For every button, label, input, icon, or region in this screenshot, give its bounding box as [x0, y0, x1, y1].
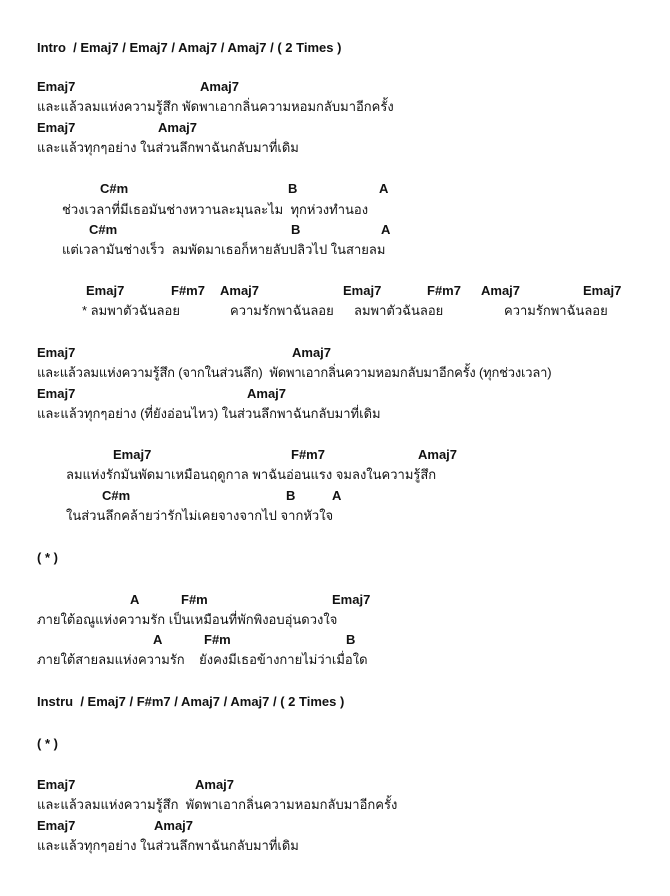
lyric-line: และแล้วทุกๆอย่าง ในส่วนลึกพาฉันกลับมาที่เดิม: [37, 140, 299, 155]
lyric-line: ภายใต้สายลมแห่งความรัก ยังคงมีเธอข้างกายไม่ว่าเมื่อใด: [37, 652, 368, 667]
lyric-line: และแล้วลมแห่งความรู้สึก พัดพาเอากลิ่นความหอมกลับมาอีกครั้ง: [37, 99, 394, 114]
chord: Amaj7: [418, 447, 458, 462]
lyric-line: ลมแห่งรักมันพัดมาเหมือนฤดูกาล พาฉันอ่อนแรง จมลงในความรู้สึก: [66, 467, 437, 482]
chord: Emaj7: [37, 345, 76, 360]
chord: B: [346, 632, 356, 647]
chord: A: [153, 632, 163, 647]
chord: Amaj7: [247, 386, 287, 401]
chorus-repeat: ( * ): [37, 550, 58, 565]
chord: F#m7: [171, 283, 205, 298]
lyric-segment: * ลมพาตัวฉันลอย: [82, 303, 180, 318]
chord: B: [286, 488, 296, 503]
chord: Emaj7: [37, 79, 76, 94]
chord: F#m: [181, 592, 208, 607]
chord: F#m7: [291, 447, 325, 462]
chord: Amaj7: [220, 283, 260, 298]
chord: B: [288, 181, 298, 196]
chord: A: [130, 592, 140, 607]
chord: A: [381, 222, 391, 237]
chorus-repeat: ( * ): [37, 736, 58, 751]
chord: F#m: [204, 632, 231, 647]
chord: Amaj7: [154, 818, 194, 833]
lyric-line: แต่เวลามันช่างเร็ว ลมพัดมาเธอก็หายลับปลิวไป ในสายลม: [62, 242, 386, 257]
lyric-line: ภายใต้อณูแห่งความรัก เป็นเหมือนที่พักพิงอบอุ่นดวงใจ: [37, 612, 338, 627]
intro-line: Intro / Emaj7 / Emaj7 / Amaj7 / Amaj7 / ( 2 Times ): [37, 40, 342, 55]
lyric-segment: ลมพาตัวฉันลอย: [354, 303, 444, 318]
chord: Emaj7: [37, 777, 76, 792]
chord: Emaj7: [86, 283, 125, 298]
chord: Emaj7: [37, 386, 76, 401]
chord: C#m: [102, 488, 131, 503]
chord: Amaj7: [481, 283, 521, 298]
chord: Amaj7: [292, 345, 332, 360]
lyric-line: และแล้วลมแห่งความรู้สึก (จากในส่วนลึก) พัดพาเอากลิ่นความหอมกลับมาอีกครั้ง (ทุกช่วงเวลา): [37, 365, 552, 380]
chord: F#m7: [427, 283, 461, 298]
chord: C#m: [100, 181, 129, 196]
lyric-segment: ความรักพาฉันลอย: [504, 303, 608, 318]
instru-line: Instru / Emaj7 / F#m7 / Amaj7 / Amaj7 / ( 2 Times ): [37, 694, 345, 709]
lyric-line: และแล้วทุกๆอย่าง (ที่ยังอ่อนไหว) ในส่วนลึกพาฉันกลับมาที่เดิม: [37, 406, 381, 421]
chord: Amaj7: [200, 79, 240, 94]
lyric-line: และแล้วลมแห่งความรู้สึก พัดพาเอากลิ่นความหอมกลับมาอีกครั้ง: [37, 797, 398, 812]
lyric-segment: ความรักพาฉันลอย: [230, 303, 334, 318]
chord: Emaj7: [113, 447, 152, 462]
chord: Amaj7: [158, 120, 198, 135]
lyric-line: ในส่วนลึกคล้ายว่ารักไม่เคยจางจากไป จากหัวใจ: [66, 508, 334, 523]
chord: A: [332, 488, 342, 503]
chord: Emaj7: [332, 592, 371, 607]
lyric-line: ช่วงเวลาที่มีเธอมันช่างหวานละมุนละไม ทุกห่วงทำนอง: [62, 202, 369, 217]
chord: Amaj7: [195, 777, 235, 792]
chord: C#m: [89, 222, 118, 237]
chord: Emaj7: [343, 283, 382, 298]
chord: Emaj7: [37, 120, 76, 135]
chord: A: [379, 181, 389, 196]
chord: B: [291, 222, 301, 237]
chord: Emaj7: [583, 283, 622, 298]
chord: Emaj7: [37, 818, 76, 833]
lyric-line: และแล้วทุกๆอย่าง ในส่วนลึกพาฉันกลับมาที่เดิม: [37, 838, 299, 853]
